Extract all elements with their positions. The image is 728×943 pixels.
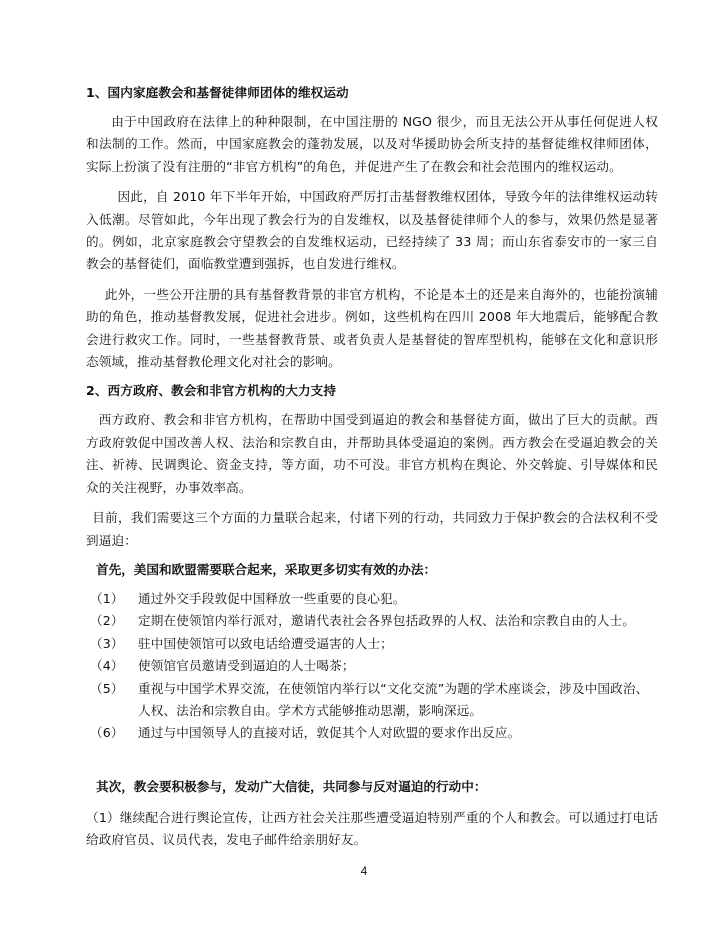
list-item-number: （1） [90,590,124,606]
section-1-paragraph-1: 由于中国政府在法律上的种种限制，在中国注册的 NGO 很少，而且无法公开从事任何促进人权和法制的工作。然而，中国家庭教会的蓬勃发展，以及对华援助协会所支持的基督徒维权律师团体，实际上扮演了没有注册的“非官方机构”的角色，并促进产生了在教会和社会范围内的维权运动。 [86,114,658,174]
list-item-text: 驻中国使领馆可以致电话给遭受逼害的人士； [138,635,393,651]
document-body [86,83,658,860]
section-1-paragraph-2: 因此，自 2010 年下半年开始，中国政府严厉打击基督教维权团体，导致今年的法律维权运动转入低潮。尽管如此，今年出现了教会行为的自发维权，以及基督徒律师个人的参与，效果仍然是显著的。例如，北京家庭教会守望教会的自发维权运动，已经持续了 33 周；而山东省泰安市的一家三自教会的基督徒们，面临教堂遭到强拆，也自发进行维权。 [86,189,658,272]
list-item [86,722,658,744]
list-item-number: （5） [90,680,124,696]
list-item-text: 通过外交手段敦促中国释放一些重要的良心犯。 [138,590,406,606]
section-2-paragraph-2: 目前，我们需要这三个方面的力量联合起来，付诸下列的行动，共同致力于保护教会的合法权利不受到逼迫： [86,510,658,548]
page-number: 4 [360,864,368,878]
list-item-text: 重视与中国学术界交流，在使领馆内举行以“文化交流”为题的学术座谈会，涉及中国政治、人权、法治和宗教自由。学术方式能够推动思潮，影响深远。 [138,680,649,718]
section-2-paragraph-1: 西方政府、教会和非官方机构，在帮助中国受到逼迫的教会和基督徒方面，做出了巨大的贡献。西方政府敦促中国改善人权、法治和宗教自由，并帮助具体受逼迫的案例。西方教会在受逼迫教会的关注、祈祷、民调舆论、资金支持，等方面，功不可没。非官方机构在舆论、外交斡旋、引导媒体和民众的关注视野，办事效率高。 [86,412,658,495]
section-2-heading: 2、西方政府、教会和非官方机构的大力支持 [86,383,337,399]
list-item [86,610,658,632]
list-item [86,655,658,677]
list-item-number: （4） [90,658,124,674]
list-item-number: （3） [90,635,124,651]
section-1-paragraph-3: 此外，一些公开注册的具有基督教背景的非官方机构，不论是本土的还是来自海外的，也能扮演辅助的角色，推动基督教发展，促进社会进步。例如，这些机构在四川 2008 年大地震后，能够配合教会进行救灾工作。同时，一些基督教背景、或者负责人是基督徒的智库型机构，能够在文化和意识形态领域，推动基督教伦理文化对社会的影响。 [86,286,658,370]
list-item-text: 通过与中国领导人的直接对话，敦促其个人对欧盟的要求作出反应。 [138,725,521,741]
list-item-text: 使领馆官员邀请受到逼迫的人士喝茶； [138,658,355,674]
list-item [86,633,658,655]
second-measures-heading: 其次，教会要积极参与，发动广大信徒，共同参与反对逼迫的行动中： [96,778,487,794]
second-measures-paragraph: （1）继续配合进行舆论宣传，让西方社会关注那些遭受逼迫特别严重的个人和教会。可以通过打电话给政府官员、议员代表，发电子邮件给亲朋好友。 [86,809,658,848]
spacer [86,757,658,771]
list-item [86,588,658,610]
list-item [86,678,658,723]
list-item-text: 定期在使领馆内举行派对，邀请代表社会各界包括政界的人权、法治和宗教自由的人士。 [138,613,636,629]
first-measures-heading: 首先，美国和欧盟需要联合起来，采取更多切实有效的办法： [96,561,437,577]
first-measures-list [86,588,658,745]
section-1-heading: 1、国内家庭教会和基督徒律师团体的维权运动 [86,85,349,100]
list-item-number: （6） [90,725,124,741]
list-item-number: （2） [90,613,124,629]
